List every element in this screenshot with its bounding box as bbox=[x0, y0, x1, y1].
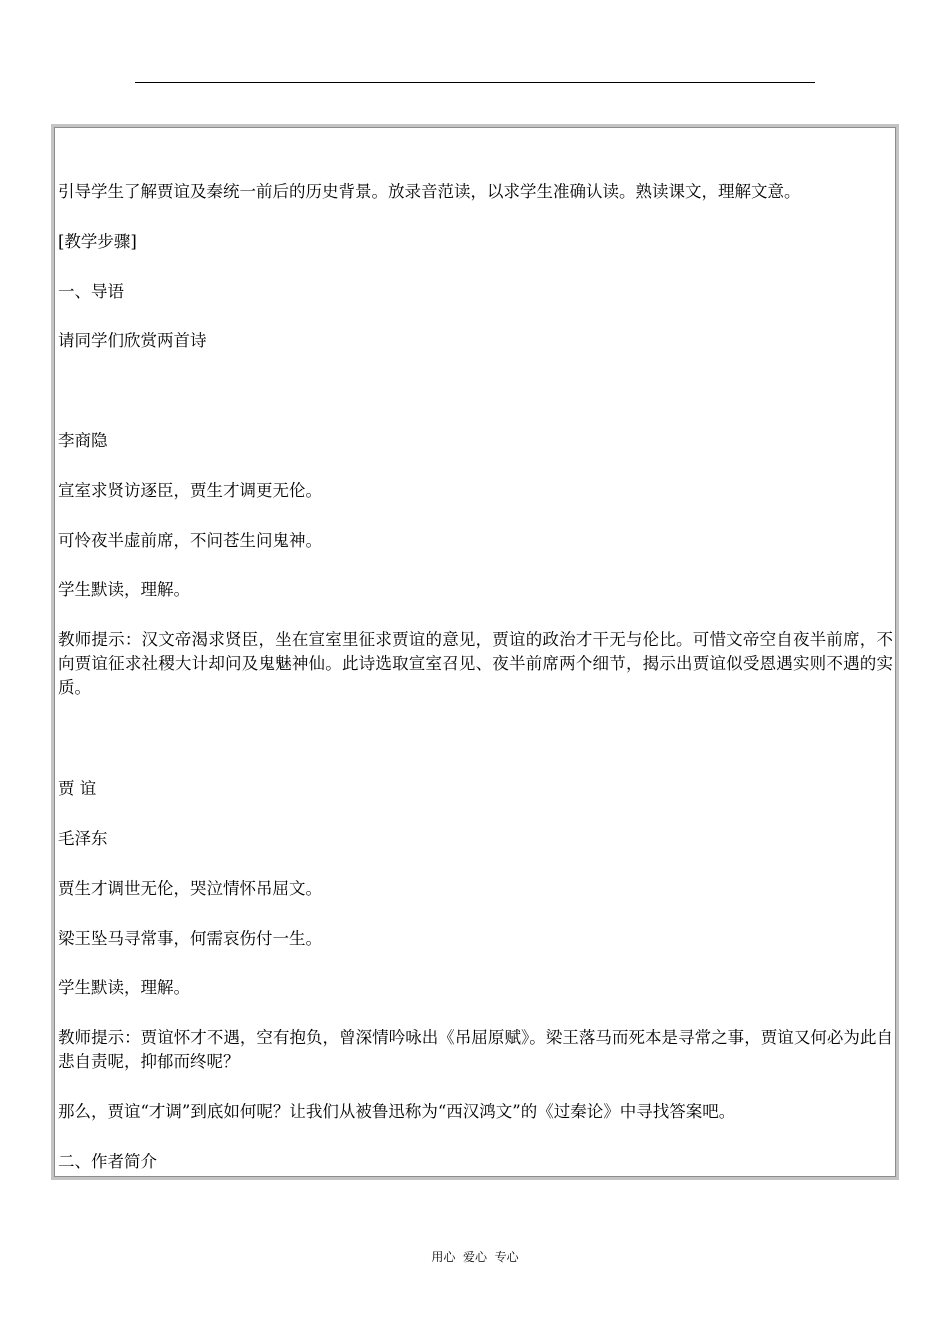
content-frame bbox=[51, 124, 899, 1180]
poem2-verse-2: 梁王坠马寻常事，何需哀伤付一生。 bbox=[58, 929, 322, 948]
poem2-author: 毛泽东 bbox=[58, 829, 108, 848]
page-footer: 用心 爱心 专心 bbox=[431, 1250, 519, 1264]
poem2-title: 贾 谊 bbox=[58, 779, 97, 798]
poem2-verse-1: 贾生才调世无伦，哭泣情怀吊屈文。 bbox=[58, 879, 322, 898]
poem1-author: 李商隐 bbox=[58, 431, 108, 450]
poem1-verse-2: 可怜夜半虚前席，不问苍生问鬼神。 bbox=[58, 531, 322, 550]
intro-line: 请同学们欣赏两首诗 bbox=[58, 331, 207, 350]
teacher-hint-2: 教师提示：贾谊怀才不遇，空有抱负，曾深情吟咏出《吊屈原赋》。梁王落马而死本是寻常之事，贾谊又何必为此自悲自责呢，抑郁而终呢？ bbox=[58, 1028, 893, 1071]
poem1-verse-1: 宣室求贤访逐臣，贾生才调更无伦。 bbox=[58, 481, 322, 500]
teacher-hint-1: 教师提示：汉文帝渴求贤臣，坐在宣室里征求贾谊的意见，贾谊的政治才干无与伦比。可惜文帝空自夜半前席，不向贾谊征求社稷大计却问及鬼魅神仙。此诗选取宣室召见、夜半前席两个细节，揭示出贾谊似受恩遇实则不遇的实质。 bbox=[58, 630, 893, 697]
objective-line: 引导学生了解贾谊及秦统一前后的历史背景。放录音范读，以求学生准确认读。熟读课文，理解文意。 bbox=[58, 182, 801, 201]
section-heading-author: 二、作者简介 bbox=[58, 1152, 157, 1171]
student-reading-1: 学生默读，理解。 bbox=[58, 580, 190, 599]
section-heading-steps: [教学步骤] bbox=[58, 232, 137, 251]
header-rule bbox=[135, 82, 815, 83]
section-heading-intro: 一、导语 bbox=[58, 282, 124, 301]
student-reading-2: 学生默读，理解。 bbox=[58, 978, 190, 997]
content-inner bbox=[54, 127, 896, 1177]
transition-line: 那么，贾谊“才调”到底如何呢？让我们从被鲁迅称为“西汉鸿文”的《过秦论》中寻找答案吧。 bbox=[58, 1102, 736, 1121]
